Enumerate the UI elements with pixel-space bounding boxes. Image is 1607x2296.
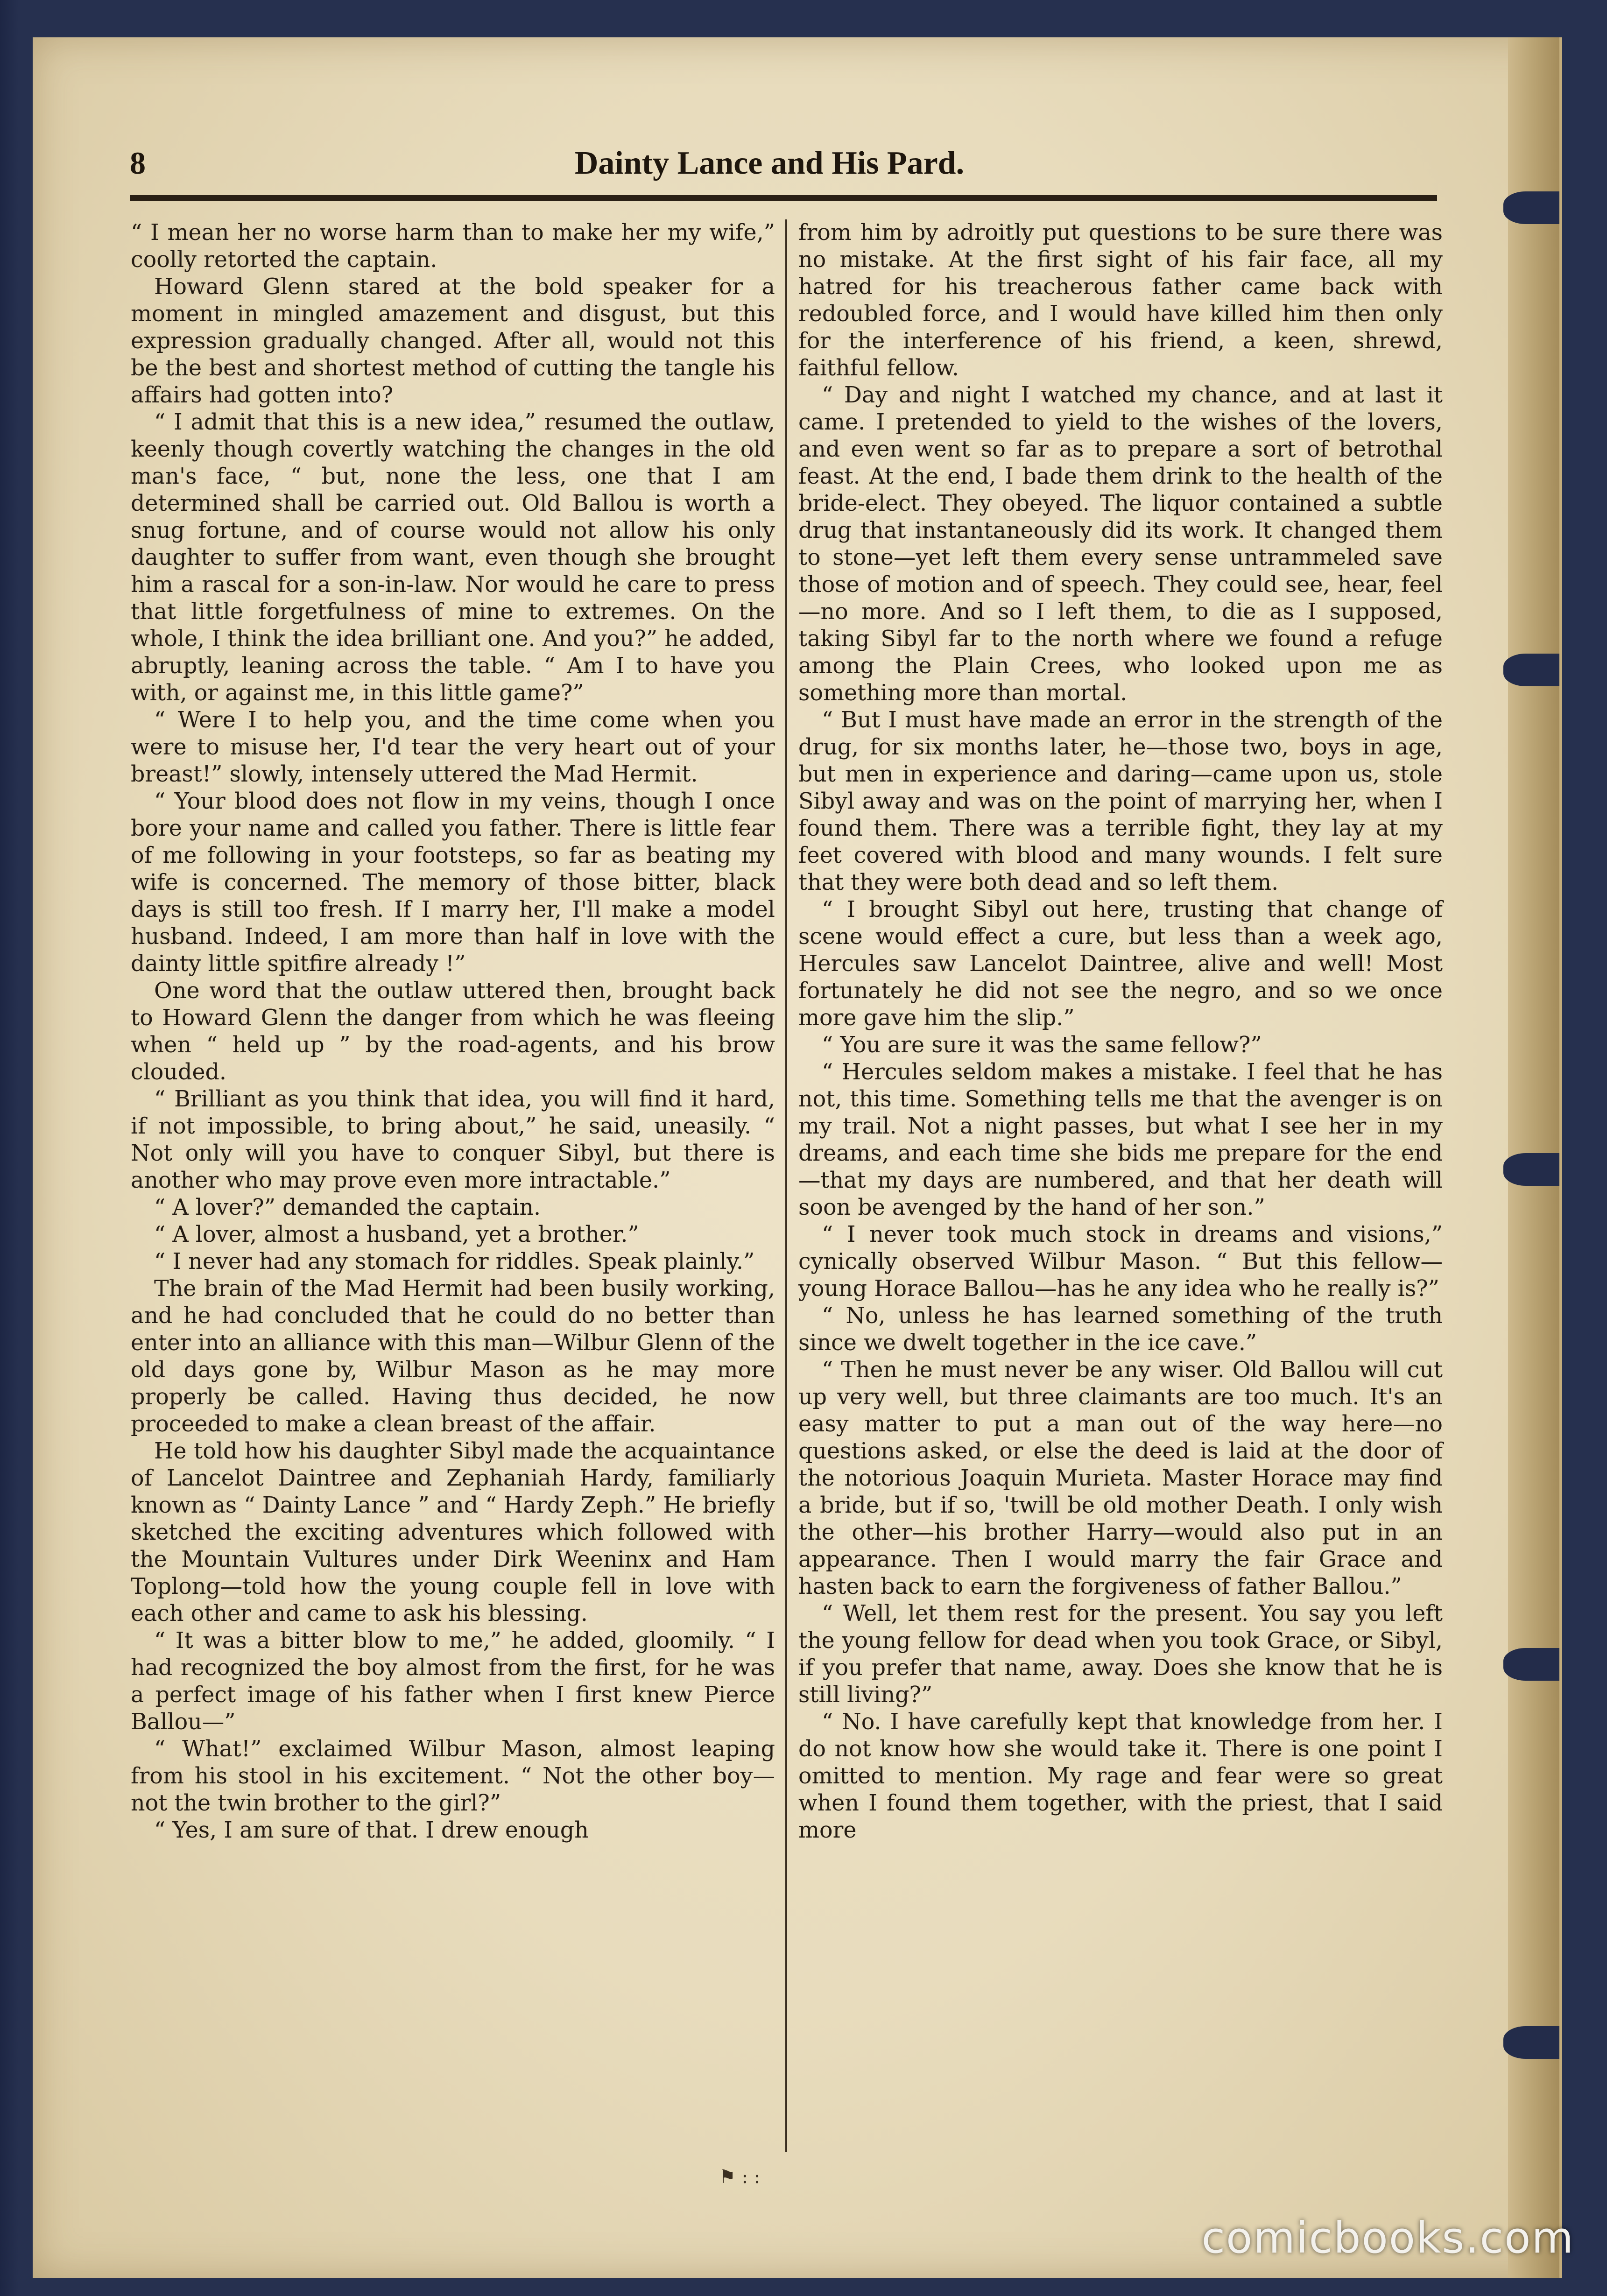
paragraph: “ A lover?” demanded the captain. [154,1195,541,1220]
paragraph: “ Yes, I am sure of that. I drew enough [154,1817,589,1843]
paragraph: “ But I must have made an error in the strength of the drug, for six months later, he—those two, boys in age, but men in experience and daring—came upon us, stole Sibyl away and was on the point of marrying her, when I found them. There was a terrible fight, they lay at my feet covered with blood and many wounds. I felt sure that they were both dead and so left them. [798,707,1443,895]
column-divider [785,219,787,2152]
paragraph: “ Well, let them rest for the present. You say you left the young fellow for dead when you took Grace, or Sibyl, if you prefer that name, away. Does she know that he is still living?” [798,1601,1443,1708]
paragraph: “ Were I to help you, and the time come when you were to misuse her, I'd tear the very heart out of your breast!” slowly, intensely uttered the Mad Hermit. [131,707,775,787]
left-column [131,219,775,1844]
staple-hole [1503,1648,1559,1681]
paragraph: “ A lover, almost a husband, yet a brother.” [154,1222,639,1247]
paragraph: “ Then he must never be any wiser. Old Ballou will cut up very well, but three claimants are too much. It's an easy matter to put a man out of the way here—no questions asked, or else the deed is laid at the door of the notorious Joaquin Murieta. Master Horace may find a bride, but if so, 'twill be old mother Death. I only wish the other—his brother Harry—would also put in an appearance. Then I would marry the fair Grace and hasten back to earn the forgiveness of father Ballou.” [798,1357,1443,1599]
paragraph: “ I brought Sibyl out here, trusting that change of scene would effect a cure, but less than a week ago, Hercules saw Lancelot Daintree, alive and well! Most fortunately he did not see the negro, and so we once more gave him the slip.” [798,897,1443,1031]
paragraph: “ You are sure it was the same fellow?” [822,1032,1262,1058]
paragraph: “ No. I have carefully kept that knowledge from her. I do not know how she would take it. There is one point I omitted to mention. My rage and fear were so great when I found them together, with the priest, that I said more [798,1709,1443,1843]
paragraph: The brain of the Mad Hermit had been busily working, and he had concluded that he could do no better than enter into an alliance with this man—Wilbur Glenn of the old days gone by, Wilbur Mason as he may more properly be called. Having thus decided, he now proceeded to make a clean breast of the affair. [131,1276,775,1437]
paragraph: “ It was a bitter blow to me,” he added, gloomily. “ I had recognized the boy almost from the first, for he was a perfect image of his father when I first knew Pierce Ballou—” [131,1628,775,1735]
watermark: comicbooks.com [1201,2213,1574,2263]
right-column [798,219,1443,1844]
paragraph: “ Brilliant as you think that idea, you will find it hard, if not impossible, to bring about,” he said, uneasily. “ Not only will you have to conquer Sibyl, but there is another who may prove even more intractable.” [131,1086,775,1193]
staple-hole [1503,2026,1559,2059]
paragraph: “ I mean her no worse harm than to make her my wife,” coolly retorted the captain. [131,220,775,273]
paragraph: “ No, unless he has learned something of the truth since we dwelt together in the ice cave.” [798,1303,1443,1356]
paragraph: “ Day and night I watched my chance, and at last it came. I pretended to yield to the wishes of the lovers, and even went so far as to prepare a sort of betrothal feast. At the end, I bade them drink to the health of the bride-elect. They obeyed. The liquor contained a subtle drug that instantaneously did its work. It changed them to stone—yet left them every sense untrammeled save those of motion and of speech. They could see, hear, feel—no more. And so I left them, to die as I supposed, taking Sibyl far to the north where we found a refuge among the Plain Crees, who looked upon me as something more than mortal. [798,382,1443,706]
paragraph: “ I admit that this is a new idea,” resumed the outlaw, keenly though covertly watching the changes in the old man's face, “ but, none the less, one that I am determined shall be carried out. Old Ballou is worth a snug fortune, and of course would not allow his only daughter to suffer from want, even though she brought him a rascal for a son-in-law. Nor would he care to press that little forgetfulness of mine to extremes. On the whole, I think the idea brilliant one. And you?” he added, abruptly, leaning across the table. “ Am I to have you with, or against me, in this little game?” [131,409,775,706]
header-rule [130,195,1437,201]
paragraph: “ Hercules seldom makes a mistake. I feel that he has not, this time. Something tells me that the avenger is on my trail. Not a night passes, but what I see her in my dreams, and each time she bids me prepare for the end—that my days are numbered, and that her death will soon be avenged by the hand of her son.” [798,1059,1443,1220]
paragraph: One word that the outlaw uttered then, brought back to Howard Glenn the danger from which he was fleeing when “ held up ” by the road-agents, and his brow clouded. [131,978,775,1085]
staple-hole [1503,654,1559,686]
staple-hole [1503,191,1559,224]
page-number: 8 [130,145,146,181]
staple-hole [1503,1153,1559,1186]
paragraph: “ Your blood does not flow in my veins, though I once bore your name and called you father. There is little fear of me following in your footsteps, so far as beating my wife is concerned. The memory of those bitter, black days is still too fresh. If I marry her, I'll make a model husband. Indeed, I am more than half in love with the dainty little spitfire already !” [131,789,775,977]
paragraph: “ What!” exclaimed Wilbur Mason, almost leaping from his stool in his excitement. “ Not the other boy—not the twin brother to the girl?” [131,1736,775,1816]
paragraph: Howard Glenn stared at the bold speaker for a moment in mingled amazement and disgust, but this expression gradually changed. After all, would not this be the best and shortest method of cutting the tangle his affairs had gotten into? [131,274,775,408]
running-title: Dainty Lance and His Pard. [574,145,965,181]
page-header [97,135,1442,205]
paragraph: from him by adroitly put questions to be sure there was no mistake. At the first sight of his fair face, all my hatred for his treacherous father came back with redoubled force, and I would have killed him then only for the interference of his friend, a keen, shrewd, faithful fellow. [798,220,1443,381]
printer-mark: ⚑ : : [719,2166,761,2188]
paragraph: “ I never had any stomach for riddles. Speak plainly.” [154,1249,755,1275]
binding-spine [1508,37,1559,2278]
paragraph: “ I never took much stock in dreams and visions,” cynically observed Wilbur Mason. “ But this fellow—young Horace Ballou—has he any idea who he really is?” [798,1222,1443,1302]
paragraph: He told how his daughter Sibyl made the acquaintance of Lancelot Daintree and Zephaniah Hardy, familiarly known as “ Dainty Lance ” and “ Hardy Zeph.” He briefly sketched the exciting adventures which followed with the Mountain Vultures under Dirk Weeninx and Ham Toplong—told how the young couple fell in love with each other and came to ask his blessing. [131,1438,775,1627]
